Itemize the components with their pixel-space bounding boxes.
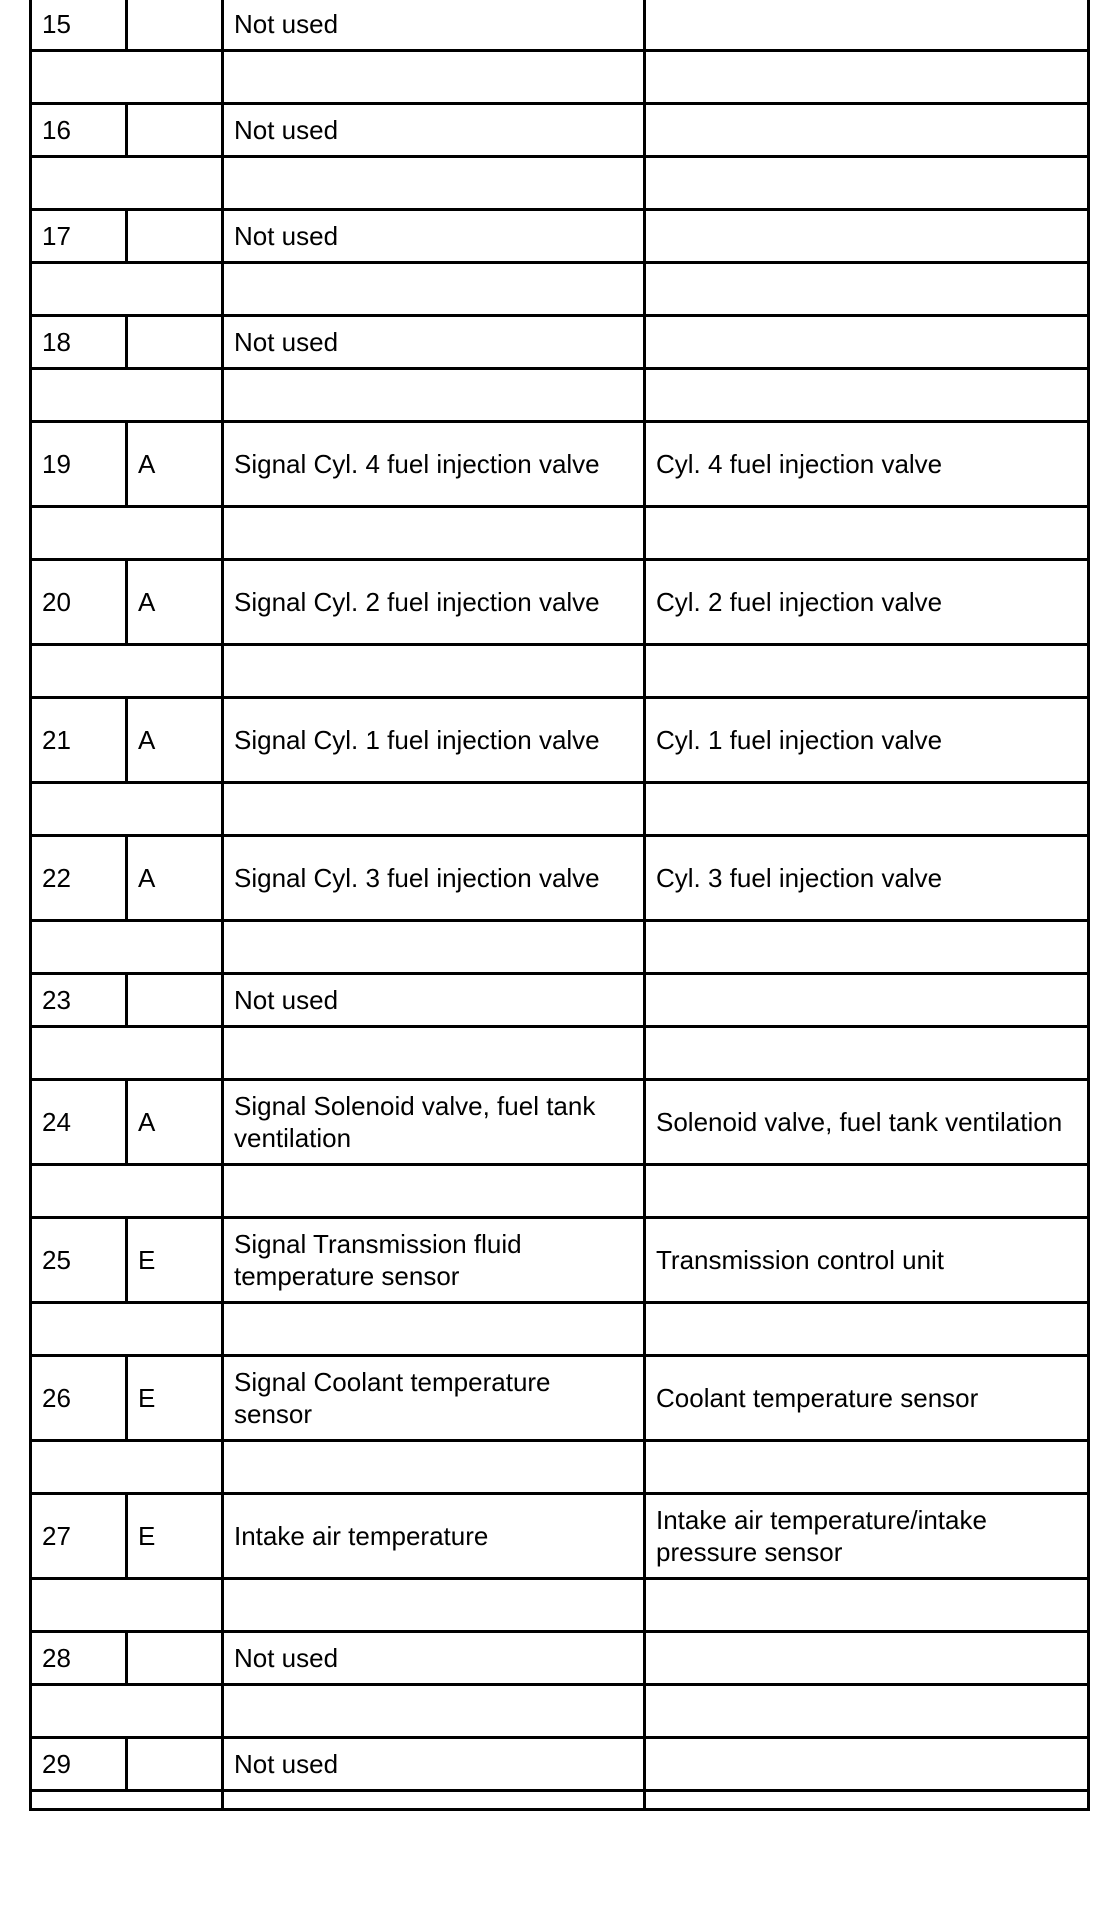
pin-number-cell: 27 (31, 1494, 127, 1579)
spacer-cell (223, 1165, 645, 1218)
pin-number-cell: 21 (31, 698, 127, 783)
signal-type-cell: E (127, 1218, 223, 1303)
spacer-cell (223, 645, 645, 698)
signal-description-cell: Not used (223, 104, 645, 157)
table-row (31, 1080, 1089, 1165)
spacer-row (31, 1441, 1089, 1494)
spacer-cell (645, 1685, 1089, 1738)
signal-type-cell: A (127, 836, 223, 921)
table-row (31, 316, 1089, 369)
signal-type-cell (127, 104, 223, 157)
table-row (31, 422, 1089, 507)
component-cell: Cyl. 1 fuel injection valve (645, 698, 1089, 783)
spacer-cell (31, 783, 223, 836)
pin-number-cell: 22 (31, 836, 127, 921)
spacer-cell (31, 921, 223, 974)
signal-type-cell: A (127, 1080, 223, 1165)
spacer-cell (223, 1441, 645, 1494)
spacer-cell (645, 263, 1089, 316)
signal-description-cell: Not used (223, 316, 645, 369)
spacer-row (31, 1027, 1089, 1080)
pin-number-cell: 29 (31, 1738, 127, 1791)
spacer-cell (31, 1303, 223, 1356)
signal-type-cell: E (127, 1356, 223, 1441)
signal-description-cell: Signal Coolant temperature sensor (223, 1356, 645, 1441)
signal-type-cell: A (127, 422, 223, 507)
spacer-cell (645, 157, 1089, 210)
signal-description-cell: Not used (223, 0, 645, 51)
table-row (31, 1738, 1089, 1791)
component-cell (645, 0, 1089, 51)
signal-description-cell: Signal Cyl. 4 fuel injection valve (223, 422, 645, 507)
component-cell (645, 316, 1089, 369)
spacer-cell (223, 507, 645, 560)
spacer-cell (31, 157, 223, 210)
signal-description-cell: Signal Cyl. 3 fuel injection valve (223, 836, 645, 921)
pin-number-cell: 20 (31, 560, 127, 645)
spacer-cell (31, 1685, 223, 1738)
spacer-row (31, 369, 1089, 422)
spacer-row (31, 645, 1089, 698)
signal-type-cell (127, 1738, 223, 1791)
signal-description-cell: Not used (223, 210, 645, 263)
signal-description-cell: Signal Cyl. 1 fuel injection valve (223, 698, 645, 783)
table-row (31, 1494, 1089, 1579)
table-row (31, 974, 1089, 1027)
spacer-row (31, 783, 1089, 836)
signal-type-cell (127, 974, 223, 1027)
table-row (31, 560, 1089, 645)
spacer-cell (645, 921, 1089, 974)
signal-description-cell: Intake air temperature (223, 1494, 645, 1579)
component-cell: Intake air temperature/intake pressure sensor (645, 1494, 1089, 1579)
spacer-cell (645, 1791, 1089, 1810)
spacer-row (31, 51, 1089, 104)
table-row (31, 210, 1089, 263)
spacer-cell (223, 1027, 645, 1080)
spacer-row (31, 1685, 1089, 1738)
pin-number-cell: 24 (31, 1080, 127, 1165)
spacer-row (31, 921, 1089, 974)
signal-type-cell (127, 1632, 223, 1685)
component-cell: Cyl. 4 fuel injection valve (645, 422, 1089, 507)
signal-description-cell: Not used (223, 974, 645, 1027)
spacer-cell (31, 369, 223, 422)
spacer-cell (31, 507, 223, 560)
spacer-cell (645, 783, 1089, 836)
spacer-cell (223, 921, 645, 974)
spacer-cell (31, 263, 223, 316)
signal-type-cell (127, 210, 223, 263)
component-cell: Solenoid valve, fuel tank ventilation (645, 1080, 1089, 1165)
pin-number-cell: 26 (31, 1356, 127, 1441)
signal-description-cell: Signal Cyl. 2 fuel injection valve (223, 560, 645, 645)
component-cell (645, 1738, 1089, 1791)
component-cell: Coolant temperature sensor (645, 1356, 1089, 1441)
pin-number-cell: 16 (31, 104, 127, 157)
signal-type-cell (127, 0, 223, 51)
pin-number-cell: 28 (31, 1632, 127, 1685)
spacer-cell (223, 157, 645, 210)
spacer-row (31, 1791, 1089, 1810)
spacer-cell (223, 1685, 645, 1738)
signal-description-cell: Not used (223, 1738, 645, 1791)
spacer-cell (645, 1579, 1089, 1632)
spacer-row (31, 263, 1089, 316)
signal-description-cell: Not used (223, 1632, 645, 1685)
spacer-cell (645, 369, 1089, 422)
spacer-cell (31, 645, 223, 698)
spacer-cell (31, 1165, 223, 1218)
table-row (31, 836, 1089, 921)
component-cell: Cyl. 2 fuel injection valve (645, 560, 1089, 645)
component-cell (645, 210, 1089, 263)
table-row (31, 1632, 1089, 1685)
table-row (31, 1218, 1089, 1303)
component-cell: Cyl. 3 fuel injection valve (645, 836, 1089, 921)
pin-number-cell: 23 (31, 974, 127, 1027)
spacer-cell (223, 783, 645, 836)
spacer-row (31, 1579, 1089, 1632)
spacer-cell (31, 1027, 223, 1080)
pin-number-cell: 15 (31, 0, 127, 51)
spacer-cell (645, 645, 1089, 698)
pin-number-cell: 17 (31, 210, 127, 263)
spacer-row (31, 507, 1089, 560)
spacer-row (31, 157, 1089, 210)
spacer-cell (223, 263, 645, 316)
component-cell (645, 974, 1089, 1027)
signal-type-cell: A (127, 560, 223, 645)
spacer-cell (223, 369, 645, 422)
component-cell (645, 104, 1089, 157)
signal-type-cell (127, 316, 223, 369)
table-row (31, 1356, 1089, 1441)
spacer-cell (31, 1791, 223, 1810)
spacer-cell (223, 1303, 645, 1356)
spacer-cell (645, 1027, 1089, 1080)
component-cell: Transmission control unit (645, 1218, 1089, 1303)
spacer-cell (31, 51, 223, 104)
spacer-row (31, 1303, 1089, 1356)
component-cell (645, 1632, 1089, 1685)
spacer-cell (645, 51, 1089, 104)
table-row (31, 104, 1089, 157)
table-row (31, 698, 1089, 783)
spacer-cell (223, 1791, 645, 1810)
spacer-cell (645, 1303, 1089, 1356)
signal-description-cell: Signal Transmission fluid temperature sensor (223, 1218, 645, 1303)
spacer-cell (223, 1579, 645, 1632)
spacer-cell (223, 51, 645, 104)
signal-type-cell: E (127, 1494, 223, 1579)
pin-number-cell: 25 (31, 1218, 127, 1303)
spacer-cell (645, 1441, 1089, 1494)
table-row (31, 0, 1089, 51)
signal-type-cell: A (127, 698, 223, 783)
signal-description-cell: Signal Solenoid valve, fuel tank ventilation (223, 1080, 645, 1165)
pin-number-cell: 18 (31, 316, 127, 369)
spacer-cell (645, 507, 1089, 560)
pin-assignment-table (29, 0, 1090, 1811)
spacer-cell (31, 1579, 223, 1632)
spacer-cell (645, 1165, 1089, 1218)
spacer-row (31, 1165, 1089, 1218)
spacer-cell (31, 1441, 223, 1494)
pin-number-cell: 19 (31, 422, 127, 507)
